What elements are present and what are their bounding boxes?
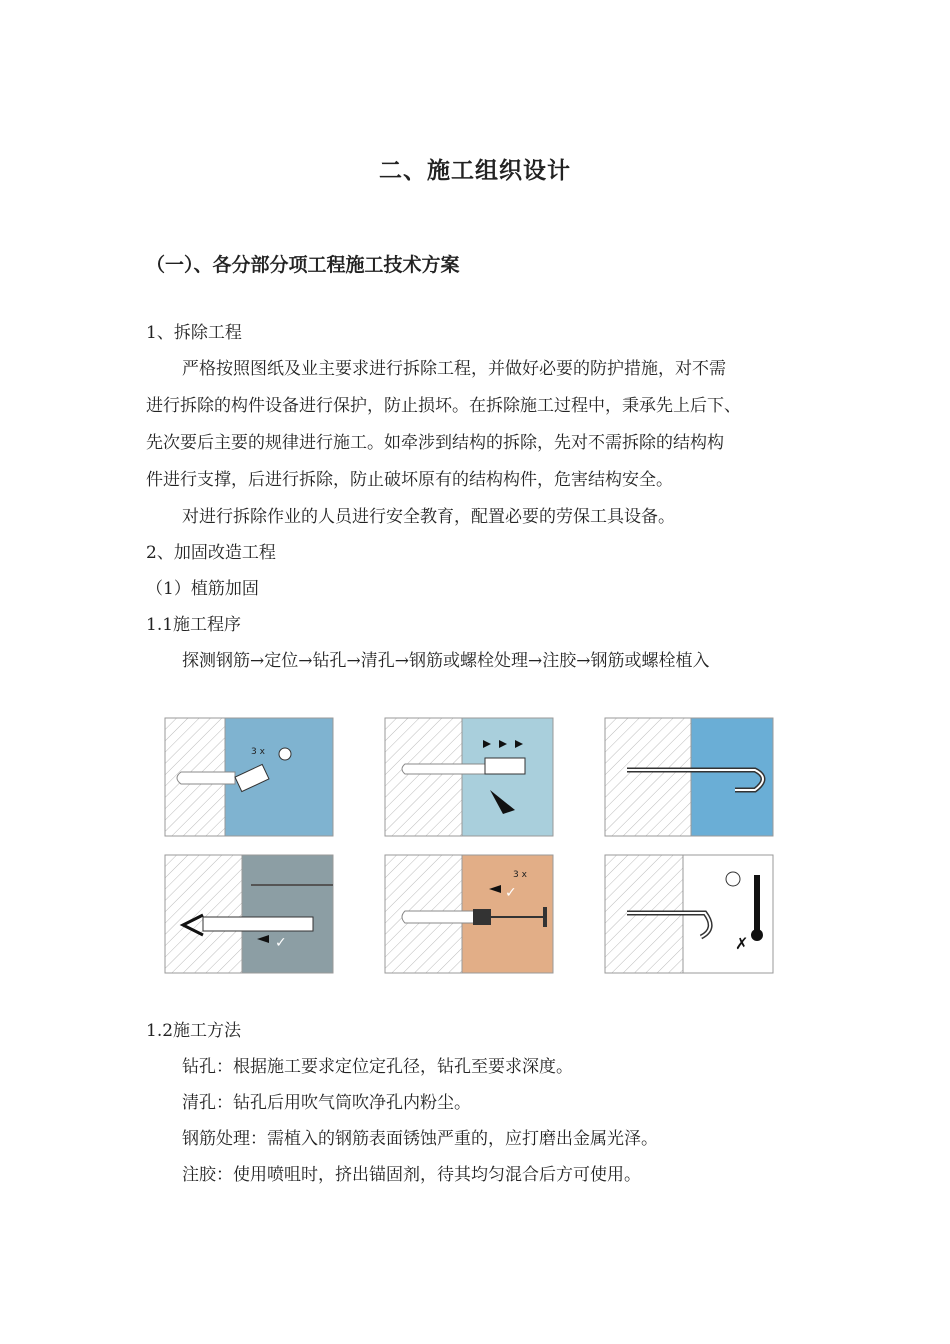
rebar-planting-figure <box>160 712 790 980</box>
method-line: 钢筋处理：需植入的钢筋表面锈蚀严重的，应打磨出金属光泽。 <box>182 1129 658 1149</box>
method-line: 注胶：使用喷咀时，挤出锚固剂，待其均匀混合后方可使用。 <box>182 1165 641 1185</box>
repeat-label: 3 x <box>251 747 265 757</box>
paragraph-line: 严格按照图纸及业主要求进行拆除工程，并做好必要的防护措施，对不需 <box>182 359 726 379</box>
step-panel-clean <box>165 855 333 973</box>
step-panel-brush <box>385 855 553 973</box>
process-flow: 探测钢筋→定位→钻孔→清孔→钢筋或螺栓处理→注胶→钢筋或螺栓植入 <box>182 651 710 671</box>
step-panel-drill <box>385 718 553 836</box>
section-heading: （一）、各分部分项工程施工技术方案 <box>146 254 460 276</box>
svg-text:✓: ✓ <box>505 885 517 901</box>
method-line: 钻孔：根据施工要求定位定孔径，钻孔至要求深度。 <box>182 1057 573 1077</box>
method-line: 清孔：钻孔后用吹气筒吹净孔内粉尘。 <box>182 1093 471 1113</box>
sub1-heading: （1）植筋加固 <box>146 579 259 599</box>
paragraph-line: 对进行拆除作业的人员进行安全教育，配置必要的劳保工具设备。 <box>182 507 675 527</box>
paragraph-line: 进行拆除的构件设备进行保护，防止损坏。在拆除施工过程中，秉承先上后下、 <box>146 396 741 416</box>
item1-heading: 1、拆除工程 <box>146 323 242 343</box>
page-title: 二、施工组织设计 <box>379 158 571 184</box>
step12-heading: 1.2施工方法 <box>146 1021 242 1041</box>
step-panel-detect <box>165 718 333 836</box>
paragraph-line: 先次要后主要的规律进行施工。如牵涉到结构的拆除，先对不需拆除的结构构 <box>146 433 724 453</box>
repeat-label: 3 x <box>513 870 527 880</box>
svg-text:✓: ✓ <box>275 935 287 951</box>
step-panel-cure <box>605 855 773 973</box>
item2-heading: 2、加固改造工程 <box>146 543 276 563</box>
svg-text:✗: ✗ <box>735 934 749 953</box>
paragraph-line: 件进行支撑，后进行拆除，防止破坏原有的结构构件，危害结构安全。 <box>146 470 673 490</box>
step-panel-insert <box>605 718 773 836</box>
step11-heading: 1.1施工程序 <box>146 615 242 635</box>
